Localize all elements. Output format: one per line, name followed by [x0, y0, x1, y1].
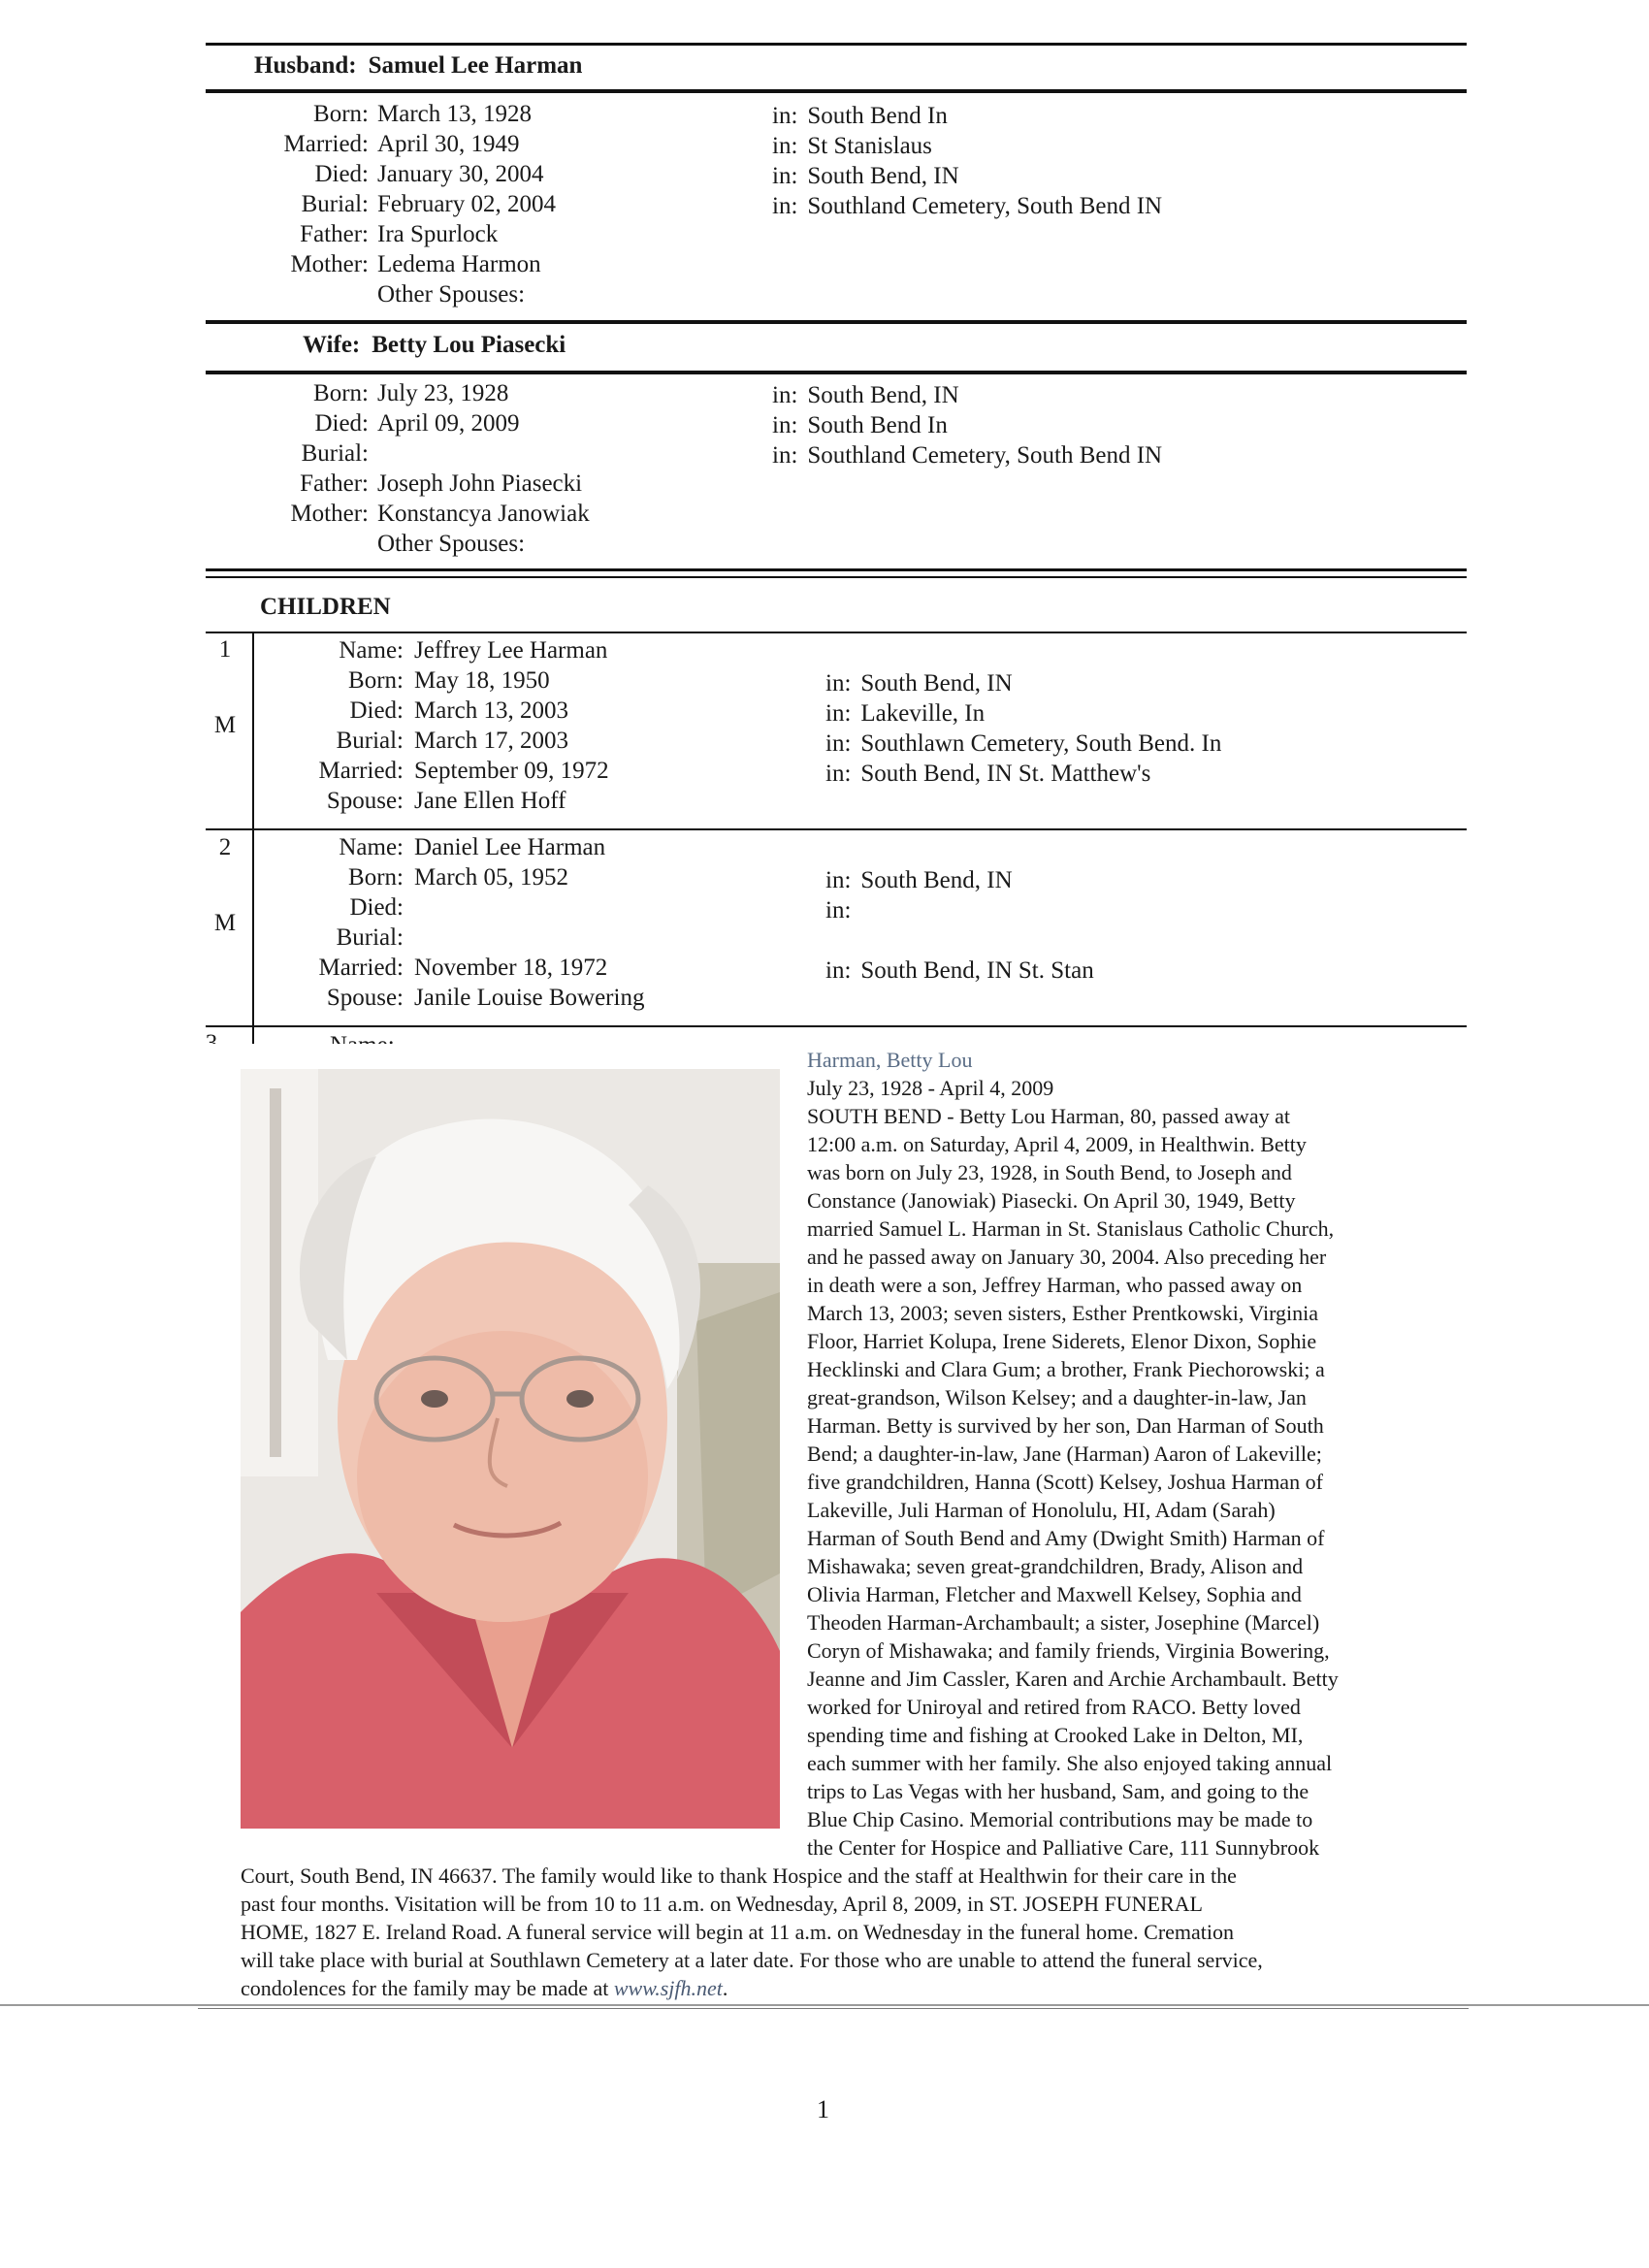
obituary-name: Harman, Betty Lou: [807, 1048, 973, 1072]
obituary-line: the Center for Hospice and Palliative Care, 111 Sunnybrook: [807, 1835, 1320, 1860]
obituary-period: .: [722, 1976, 728, 2000]
child-2-label-died: Died:: [349, 894, 404, 921]
child-1-married: September 09, 1972: [414, 758, 609, 784]
place-text: South Bend, IN: [860, 867, 1013, 893]
wife-label-born: Born:: [313, 380, 369, 406]
portrait-illustration: [241, 1069, 780, 1829]
husband-burial: February 02, 2004: [377, 191, 556, 217]
child-1-born-place: [825, 668, 1013, 698]
husband-label-died: Died:: [314, 161, 369, 187]
place-text: Lakeville, In: [860, 700, 986, 727]
child-2-label-name: Name:: [339, 834, 404, 860]
obituary-line: Theoden Harman-Archambault; a sister, Josephine (Marcel): [807, 1610, 1320, 1635]
obituary-dates: July 23, 1928 - April 4, 2009: [807, 1076, 1054, 1100]
husband-label-married: Married:: [283, 131, 369, 157]
husband-label-father: Father:: [300, 221, 369, 247]
child-1-died-place: [825, 698, 985, 729]
child-2-spouse: Janile Louise Bowering: [414, 985, 645, 1011]
wife-other-spouses: Other Spouses:: [377, 531, 526, 557]
page-number: 1: [817, 2095, 829, 2123]
place-text: South Bend, IN: [807, 163, 959, 189]
children-column-divider: [252, 632, 254, 1046]
obituary-line: 12:00 a.m. on Saturday, April 4, 2009, in Healthwin. Betty: [807, 1132, 1307, 1156]
child-1-number: 1: [218, 636, 232, 663]
husband-heading-label: Husband:: [254, 52, 357, 79]
husband-father: Ira Spurlock: [377, 221, 499, 247]
obituary-line: Floor, Harriet Kolupa, Irene Siderets, Elenor Dixon, Sophie: [807, 1329, 1317, 1353]
in-label: in:: [772, 133, 798, 159]
in-label: in:: [772, 193, 798, 219]
husband-married: April 30, 1949: [377, 131, 520, 157]
child-1-label-married: Married:: [318, 758, 404, 784]
in-label: in:: [825, 957, 852, 984]
husband-died: January 30, 2004: [377, 161, 544, 187]
wife-name: Betty Lou Piasecki: [372, 332, 566, 358]
child-2-label-burial: Burial:: [336, 924, 404, 951]
child-1-burial: March 17, 2003: [414, 728, 568, 754]
place-text: South Bend In: [807, 103, 948, 129]
husband-rule: [206, 89, 1467, 93]
child-2-number: 2: [218, 834, 232, 860]
place-text: Southland Cemetery, South Bend IN: [807, 442, 1163, 469]
obituary-line: Lakeville, Juli Harman of Honolulu, HI, Adam (Sarah): [807, 1498, 1276, 1522]
obituary-line: Coryn of Mishawaka; and family friends, Virginia Bowering,: [807, 1638, 1330, 1663]
obituary-line: spending time and fishing at Crooked Lake in Delton, MI,: [807, 1723, 1304, 1747]
place-text: Southland Cemetery, South Bend IN: [807, 193, 1163, 219]
child-3-number: [192, 1030, 231, 1044]
child-1-name: Jeffrey Lee Harman: [414, 637, 608, 664]
funeral-home-link[interactable]: www.sjfh.net: [613, 1976, 723, 2000]
place-text: South Bend, IN St. Matthew's: [860, 761, 1151, 787]
wife-rule: [206, 371, 1467, 374]
child-2-name: Daniel Lee Harman: [414, 834, 606, 860]
obituary-photo: [241, 1069, 780, 1829]
wife-born-place: [772, 380, 959, 410]
obituary-line: each summer with her family. She also enjoyed taking annual: [807, 1751, 1333, 1775]
husband-born: March 13, 1928: [377, 101, 532, 127]
husband-other-spouses: Other Spouses:: [377, 281, 526, 308]
in-label: in:: [825, 761, 852, 787]
husband-name: Samuel Lee Harman: [368, 52, 583, 79]
child-2-label-married: Married:: [318, 955, 404, 981]
husband-married-place: [772, 131, 932, 161]
child-1-died: March 13, 2003: [414, 697, 568, 724]
obituary-line: Mishawaka; seven great-grandchildren, Brady, Alison and: [807, 1554, 1304, 1578]
obituary-line: Harman of South Bend and Amy (Dwight Smith) Harman of: [807, 1526, 1325, 1550]
obituary-line-full: Court, South Bend, IN 46637. The family would like to thank Hospice and the staff at Healthwin for their care in the: [241, 1863, 1237, 1888]
child-1-rule: [206, 828, 1467, 830]
scan-edge-line-2: [198, 2008, 1469, 2009]
obituary-line-full: past four months. Visitation will be from 10 to 11 a.m. on Wednesday, April 8, 2009, in ST. JOSEPH FUNERAL: [241, 1892, 1203, 1916]
child-2-married: November 18, 1972: [414, 955, 608, 981]
in-label: in:: [825, 670, 852, 697]
husband-label-mother: Mother:: [290, 251, 369, 277]
husband-burial-place: [772, 191, 1162, 221]
child-2-born-place: [825, 865, 1013, 895]
husband-label-born: Born:: [313, 101, 369, 127]
obituary-line: March 13, 2003; seven sisters, Esther Prentkowski, Virginia: [807, 1301, 1319, 1325]
obituary-line: Olivia Harman, Fletcher and Maxwell Kelsey, Sophia and: [807, 1582, 1302, 1606]
obituary-line: Harman. Betty is survived by her son, Dan Harman of South: [807, 1413, 1324, 1438]
obituary-line-full: will take place with burial at Southlawn Cemetery at a later date. For those who are unable to attend the funeral service,: [241, 1948, 1263, 1972]
in-label: in:: [825, 897, 852, 923]
child-1-label-burial: Burial:: [336, 728, 404, 754]
scan-edge-line: [0, 2004, 1649, 2006]
obituary-line: five grandchildren, Hanna (Scott) Kelsey, Joshua Harman of: [807, 1470, 1323, 1494]
wife-died: April 09, 2009: [377, 410, 520, 437]
child-3-label-name: [330, 1030, 395, 1044]
wife-born: July 23, 1928: [377, 380, 509, 406]
child-1-married-place: [825, 759, 1150, 789]
wife-burial-place: [772, 440, 1162, 470]
child-1-label-spouse: Spouse:: [326, 788, 404, 814]
obituary-line: Blue Chip Casino. Memorial contributions may be made to: [807, 1807, 1313, 1831]
child-2-label-born: Born:: [348, 864, 404, 891]
child-1-label-died: Died:: [349, 697, 404, 724]
obituary-line: in death were a son, Jeffrey Harman, who passed away on: [807, 1273, 1303, 1297]
child-1-spouse: Jane Ellen Hoff: [414, 788, 566, 814]
child-2-sex: M: [213, 910, 237, 936]
place-text: South Bend In: [807, 412, 948, 438]
in-label: in:: [772, 103, 798, 129]
place-text: South Bend, IN St. Stan: [860, 957, 1094, 984]
wife-label-father: Father:: [300, 470, 369, 497]
child-1-born: May 18, 1950: [414, 667, 550, 694]
child-2-died-place: [825, 895, 860, 925]
in-label: in:: [772, 382, 798, 408]
obituary-line: Constance (Janowiak) Piasecki. On April 30, 1949, Betty: [807, 1188, 1296, 1213]
wife-label-mother: Mother:: [290, 501, 369, 527]
wife-label-burial: Burial:: [301, 440, 369, 467]
wife-top-rule: [206, 320, 1467, 324]
obituary-line: Jeanne and Jim Cassler, Karen and Archie Archambault. Betty: [807, 1667, 1339, 1691]
place-text: South Bend, IN: [807, 382, 959, 408]
obituary-line: trips to Las Vegas with her husband, Sam, and going to the: [807, 1779, 1310, 1803]
wife-died-place: [772, 410, 948, 440]
child-2-born: March 05, 1952: [414, 864, 568, 891]
obituary-line: Bend; a daughter-in-law, Jane (Harman) Aaron of Lakeville;: [807, 1442, 1322, 1466]
place-text: St Stanislaus: [807, 133, 932, 159]
husband-mother: Ledema Harmon: [377, 251, 541, 277]
obituary-line: worked for Uniroyal and retired from RACO. Betty loved: [807, 1695, 1301, 1719]
child-2-married-place: [825, 956, 1094, 986]
obituary-last-line: [241, 1974, 728, 2002]
in-label: in:: [772, 442, 798, 469]
child-1-sex: M: [213, 712, 237, 738]
husband-heading: [254, 52, 582, 80]
top-rule: [206, 43, 1467, 46]
in-label: in:: [772, 412, 798, 438]
husband-died-place: [772, 161, 959, 191]
children-top-rule-2: [206, 576, 1467, 578]
obituary-line-full: HOME, 1827 E. Ireland Road. A funeral service will begin at 11 a.m. on Wednesday in the funeral home. Cremation: [241, 1920, 1235, 1944]
wife-heading-label: Wife:: [303, 332, 361, 358]
children-rule: [206, 632, 1467, 633]
wife-label-died: Died:: [314, 410, 369, 437]
in-label: in:: [825, 867, 852, 893]
child-2-label-spouse: Spouse:: [326, 985, 404, 1011]
in-label: in:: [825, 700, 852, 727]
child-2-rule: [206, 1025, 1467, 1027]
husband-label-burial: Burial:: [301, 191, 369, 217]
place-text: South Bend, IN: [860, 670, 1013, 697]
in-label: in:: [825, 730, 852, 757]
obituary-line: Hecklinski and Clara Gum; a brother, Frank Piechorowski; a: [807, 1357, 1325, 1381]
children-top-rule: [206, 568, 1467, 571]
obituary-line: and he passed away on January 30, 2004. Also preceding her: [807, 1245, 1327, 1269]
child-1-burial-place: [825, 729, 1221, 759]
husband-born-place: [772, 101, 948, 131]
wife-mother: Konstancya Janowiak: [377, 501, 590, 527]
obituary-line: was born on July 23, 1928, in South Bend, to Joseph and: [807, 1160, 1292, 1184]
obituary-line: SOUTH BEND - Betty Lou Harman, 80, passed away at: [807, 1104, 1290, 1128]
obituary-line: married Samuel L. Harman in St. Stanislaus Catholic Church,: [807, 1216, 1335, 1241]
child-1-label-born: Born:: [348, 667, 404, 694]
obituary-last-line-text: condolences for the family may be made at: [241, 1976, 609, 2000]
wife-heading: [303, 332, 566, 359]
children-heading: CHILDREN: [260, 594, 391, 620]
obituary-line: great-grandson, Wilson Kelsey; and a daughter-in-law, Jan: [807, 1385, 1307, 1409]
place-text: Southlawn Cemetery, South Bend. In: [860, 730, 1222, 757]
wife-father: Joseph John Piasecki: [377, 470, 583, 497]
in-label: in:: [772, 163, 798, 189]
child-1-label-name: Name:: [339, 637, 404, 664]
